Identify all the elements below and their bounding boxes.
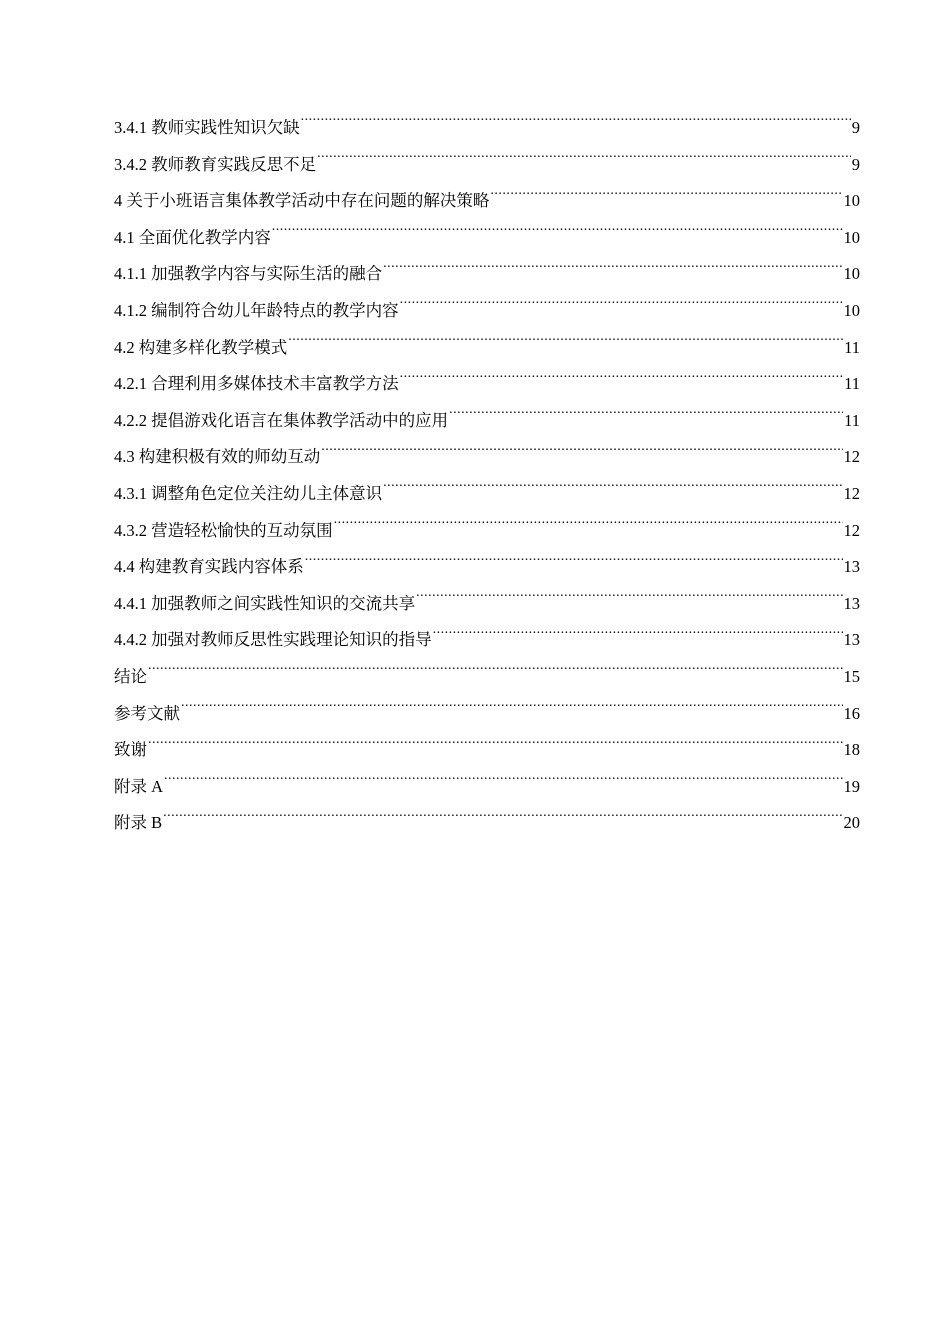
toc-entry[interactable] — [114, 659, 860, 696]
toc-dot-leader — [490, 190, 842, 207]
toc-dot-leader — [148, 665, 843, 682]
toc-entry-title: 3.4.2 教师教育实践反思不足 — [114, 154, 317, 174]
toc-entry-page: 12 — [843, 447, 860, 467]
toc-entry[interactable] — [114, 256, 860, 293]
toc-entry-title: 4.4 构建教育实践内容体系 — [114, 557, 304, 577]
toc-entry[interactable] — [114, 366, 860, 403]
toc-entry-title: 参考文献 — [114, 703, 180, 723]
toc-dot-leader — [305, 556, 843, 573]
toc-entry[interactable] — [114, 293, 860, 330]
toc-dot-leader — [383, 482, 842, 499]
toc-entry[interactable] — [114, 732, 860, 769]
toc-entry-title: 4.2.1 合理利用多媒体技术丰富教学方法 — [114, 374, 399, 394]
toc-entry-title: 附录 B — [114, 813, 163, 833]
toc-entry-page: 11 — [844, 337, 860, 357]
toc-entry-title: 4.4.1 加强教师之间实践性知识的交流共享 — [114, 593, 416, 613]
toc-dot-leader — [164, 775, 842, 792]
toc-entry[interactable] — [114, 622, 860, 659]
toc-entry-page: 12 — [843, 520, 860, 540]
toc-entry-title: 4.3.2 营造轻松愉快的互动氛围 — [114, 520, 333, 540]
toc-dot-leader — [148, 739, 843, 756]
toc-entry-title: 4.1 全面优化教学内容 — [114, 227, 271, 247]
toc-entry-page: 20 — [843, 813, 860, 833]
toc-entry-page: 9 — [851, 154, 860, 174]
toc-entry[interactable] — [114, 439, 860, 476]
toc-dot-leader — [288, 336, 843, 353]
toc-entry-title: 3.4.1 教师实践性知识欠缺 — [114, 118, 300, 137]
toc-entry[interactable] — [114, 330, 860, 367]
toc-entry[interactable] — [114, 183, 860, 220]
toc-entry-title: 4.2 构建多样化教学模式 — [114, 337, 288, 357]
toc-entry-title: 4.3.1 调整角色定位关注幼儿主体意识 — [114, 483, 383, 503]
toc-dot-leader — [334, 519, 843, 536]
toc-entry[interactable] — [114, 147, 860, 184]
toc-entry-page: 11 — [844, 374, 860, 394]
toc-dot-leader — [301, 117, 851, 134]
toc-entry-page: 12 — [843, 483, 860, 503]
toc-entry-page: 18 — [843, 740, 860, 760]
toc-entry-page: 10 — [843, 300, 860, 320]
toc-entry[interactable] — [114, 220, 860, 257]
toc-entry-page: 13 — [843, 557, 860, 577]
toc-entry-page: 13 — [843, 593, 860, 613]
toc-entry-title: 结论 — [114, 666, 147, 686]
toc-entry-page: 15 — [843, 666, 860, 686]
toc-dot-leader — [163, 812, 842, 829]
toc-entry-page: 19 — [843, 776, 860, 796]
toc-entry-title: 4.3 构建积极有效的师幼互动 — [114, 447, 321, 467]
toc-entry[interactable] — [114, 586, 860, 623]
toc-entry[interactable] — [114, 403, 860, 440]
toc-entry-title: 4.4.2 加强对教师反思性实践理论知识的指导 — [114, 630, 432, 650]
toc-entry-title: 4.1.2 编制符合幼儿年龄特点的教学内容 — [114, 300, 399, 320]
toc-entry-title: 致谢 — [114, 740, 147, 760]
table-of-contents — [114, 110, 860, 842]
toc-entry[interactable] — [114, 549, 860, 586]
toc-entry[interactable] — [114, 476, 860, 513]
toc-entry[interactable] — [114, 805, 860, 842]
toc-entry-title: 4.1.1 加强教学内容与实际生活的融合 — [114, 264, 383, 284]
toc-entry-title: 4 关于小班语言集体教学活动中存在问题的解决策略 — [114, 191, 490, 211]
toc-dot-leader — [321, 446, 842, 463]
toc-entry[interactable] — [114, 696, 860, 733]
toc-dot-leader — [317, 153, 851, 170]
toc-dot-leader — [272, 226, 843, 243]
toc-entry-title: 4.2.2 提倡游戏化语言在集体教学活动中的应用 — [114, 410, 449, 430]
toc-entry-title: 附录 A — [114, 776, 164, 796]
toc-entry-page: 10 — [843, 264, 860, 284]
toc-entry-page: 10 — [843, 227, 860, 247]
toc-entry-page: 9 — [851, 118, 860, 137]
toc-entry-page: 11 — [844, 410, 860, 430]
toc-dot-leader — [416, 592, 842, 609]
toc-entry[interactable] — [114, 769, 860, 806]
toc-entry-page: 16 — [843, 703, 860, 723]
toc-entry[interactable] — [114, 513, 860, 550]
toc-dot-leader — [449, 409, 843, 426]
toc-dot-leader — [433, 629, 843, 646]
toc-dot-leader — [383, 263, 842, 280]
toc-dot-leader — [400, 373, 843, 390]
toc-entry-page: 10 — [843, 191, 860, 211]
toc-dot-leader — [181, 702, 843, 719]
toc-entry-page: 13 — [843, 630, 860, 650]
toc-entry[interactable] — [114, 110, 860, 147]
toc-dot-leader — [400, 299, 843, 316]
